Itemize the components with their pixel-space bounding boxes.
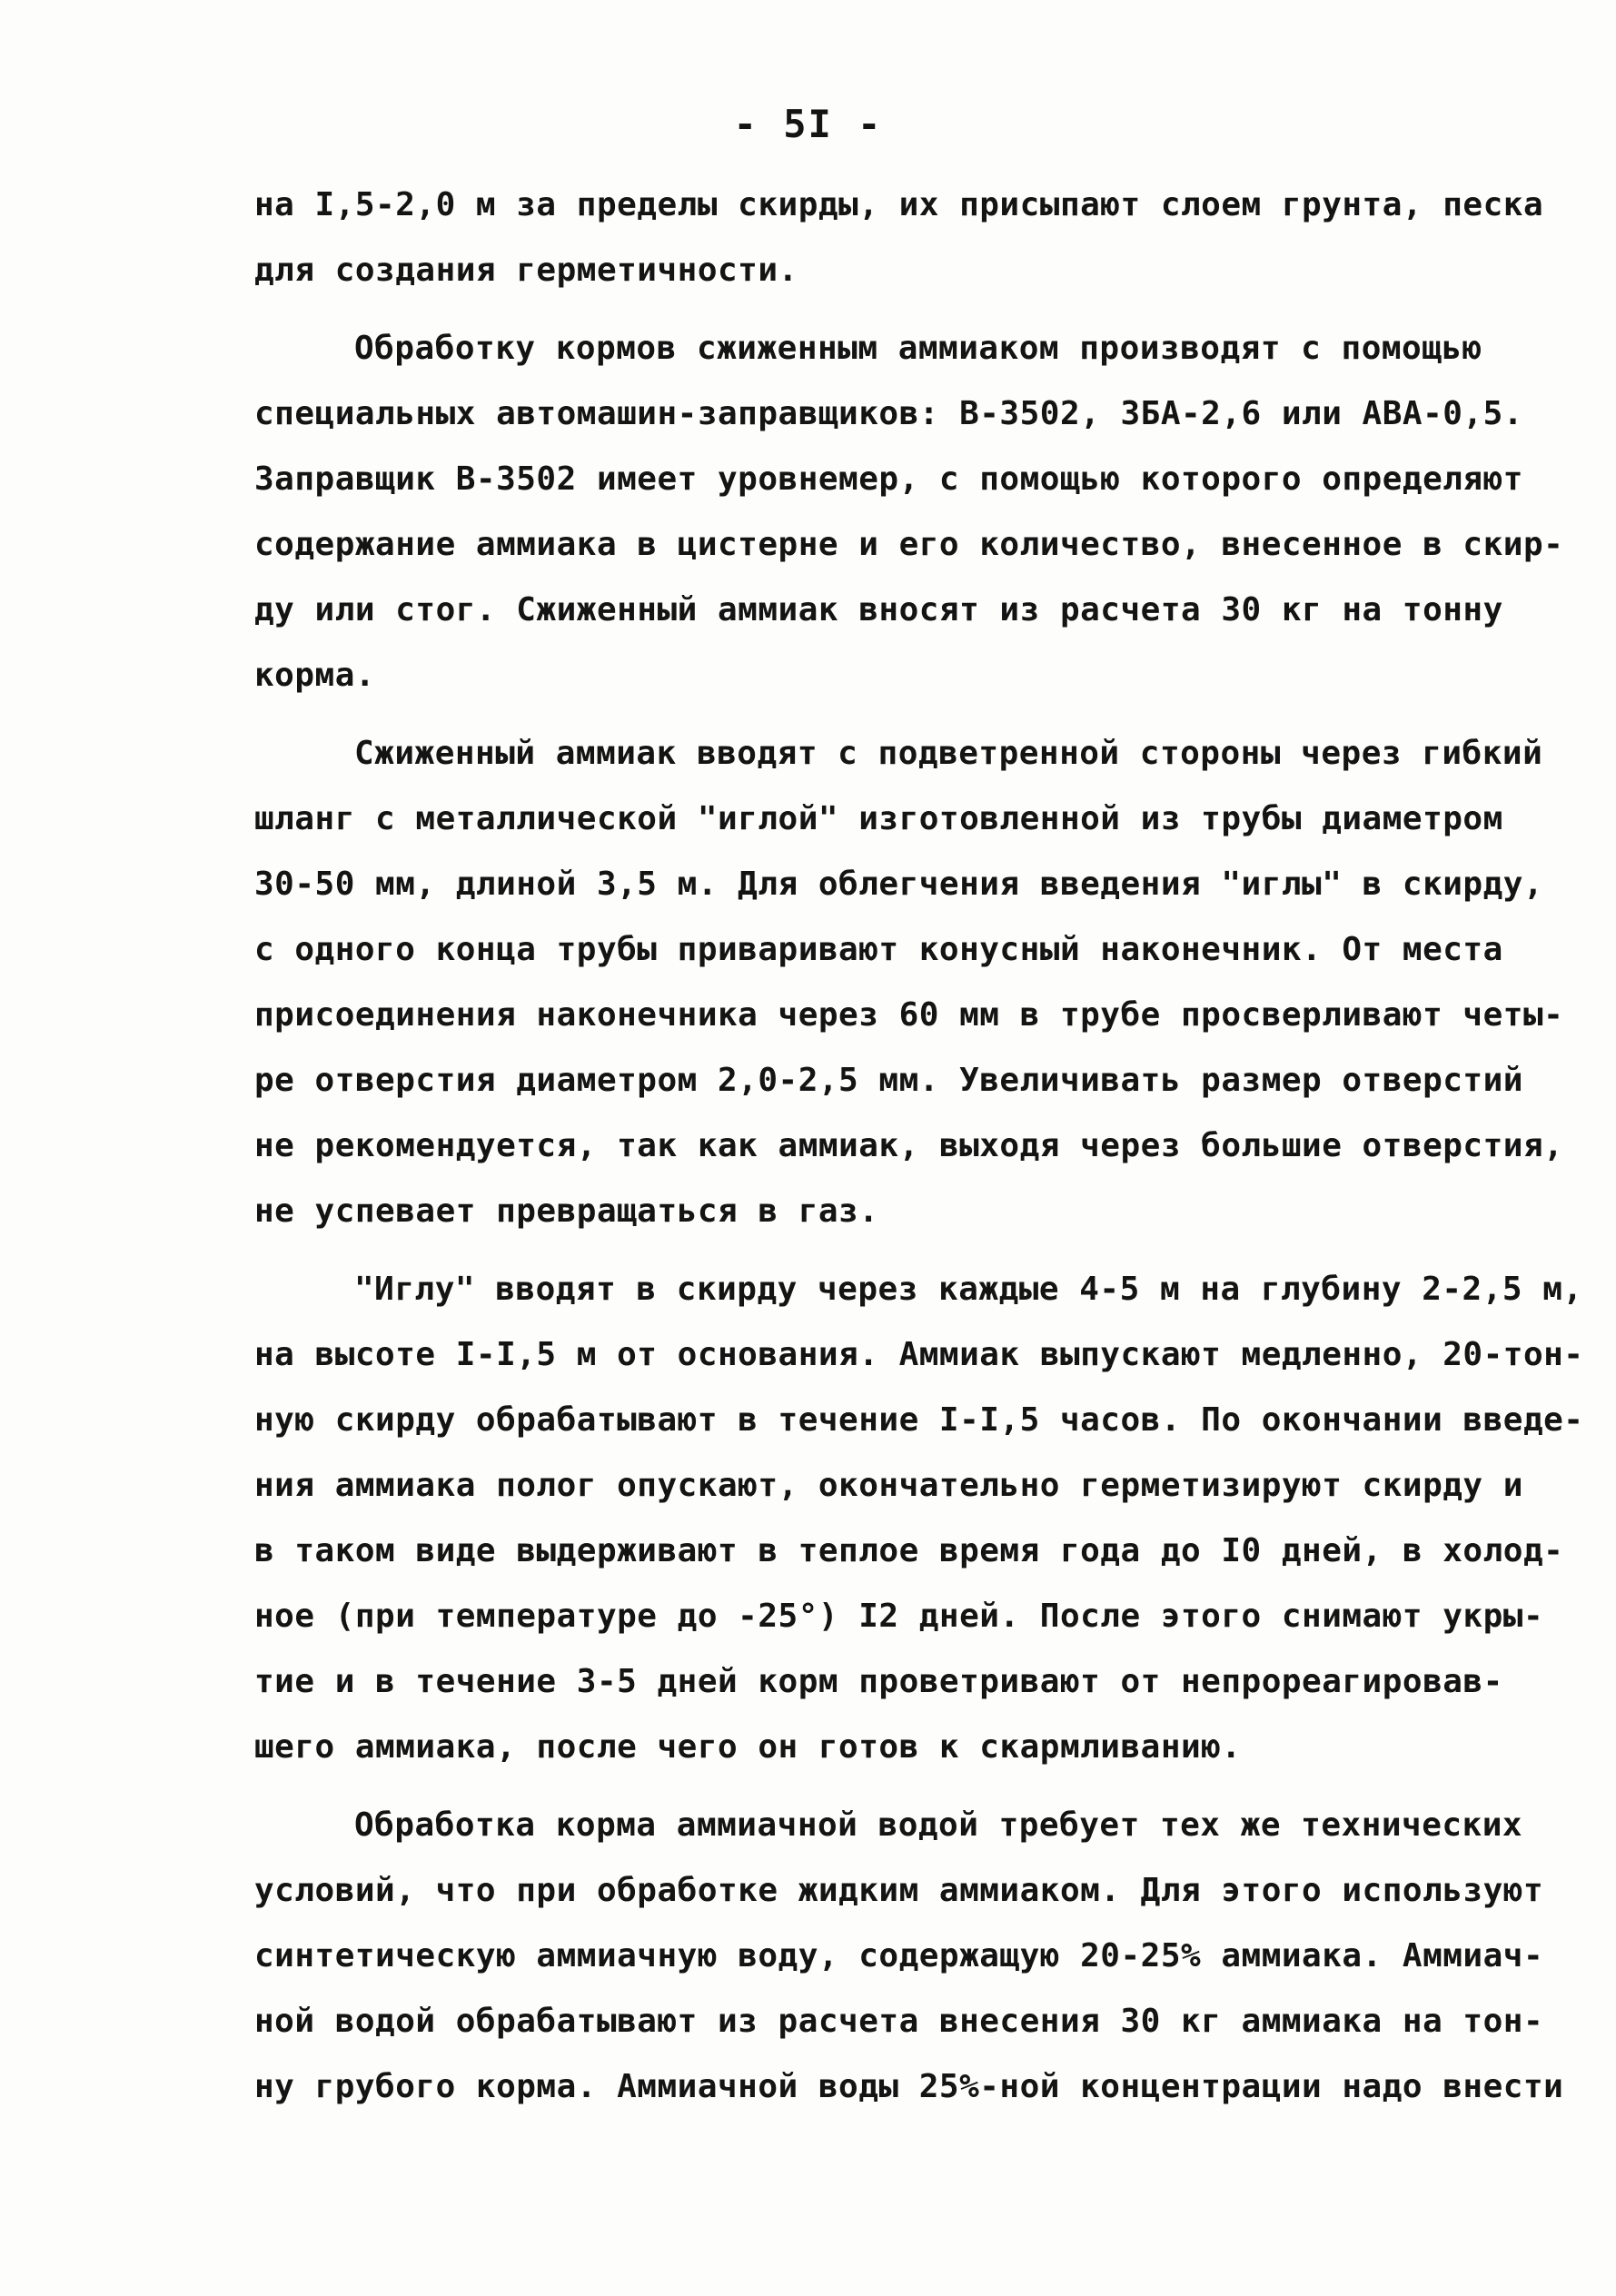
text-line: ной водой обрабатывают из расчета внесения 30 кг аммиака на тон- bbox=[254, 2003, 1544, 2040]
text-line: ную скирду обрабатывают в течение I-I,5 часов. По окончании введе- bbox=[254, 1401, 1584, 1439]
paragraph bbox=[254, 316, 1564, 708]
text-line: Обработку кормов сжиженным аммиаком производят с помощью bbox=[354, 330, 1482, 367]
text-line: синтетическую аммиачную воду, содержащую 20-25% аммиака. Аммиач- bbox=[254, 1937, 1544, 1974]
text-line: Заправщик В-3502 имеет уровнемер, с помощью которого определяют bbox=[254, 460, 1523, 498]
text-line: Обработка корма аммиачной водой требует тех же технических bbox=[354, 1806, 1523, 1844]
text-line: на I,5-2,0 м за пределы скирды, их присыпают слоем грунта, песка bbox=[254, 186, 1544, 223]
text-line: ное (при температуре до -25°) I2 дней. После этого снимают укры- bbox=[254, 1598, 1544, 1635]
text-line: Сжиженный аммиак вводят с подветренной стороны через гибкий bbox=[354, 735, 1543, 772]
text-line: шланг с металлической "иглой" изготовленной из трубы диаметром bbox=[254, 800, 1503, 837]
text-line: содержание аммиака в цистерне и его количество, внесенное в скир- bbox=[254, 526, 1564, 563]
text-line: тие и в течение 3-5 дней корм проветривают от непрореагировав- bbox=[254, 1663, 1503, 1700]
body-text bbox=[254, 173, 1584, 2120]
text-line: не рекомендуется, так как аммиак, выходя через большие отверстия, bbox=[254, 1127, 1564, 1164]
paragraph bbox=[254, 173, 1544, 303]
text-line: 30-50 мм, длиной 3,5 м. Для облегчения введения "иглы" в скирду, bbox=[254, 866, 1544, 903]
text-line: ния аммиака полог опускают, окончательно герметизируют скирду и bbox=[254, 1467, 1523, 1504]
paragraph bbox=[254, 1257, 1584, 1780]
text-line: условий, что при обработке жидким аммиаком. Для этого используют bbox=[254, 1872, 1544, 1909]
text-line: присоединения наконечника через 60 мм в трубе просверливают четы- bbox=[254, 996, 1564, 1034]
text-line: в таком виде выдерживают в теплое время года до I0 дней, в холод- bbox=[254, 1532, 1564, 1569]
text-line: корма. bbox=[254, 657, 376, 694]
text-line: шего аммиака, после чего он готов к скармливанию. bbox=[254, 1728, 1242, 1766]
text-line: ре отверстия диаметром 2,0-2,5 мм. Увеличивать размер отверстий bbox=[254, 1062, 1523, 1099]
text-line: специальных автомашин-заправщиков: В-3502, ЗБА-2,6 или АВА-0,5. bbox=[254, 395, 1523, 432]
text-line: с одного конца трубы приваривают конусный наконечник. От места bbox=[254, 931, 1503, 968]
paragraph bbox=[254, 1793, 1564, 2120]
text-line: ну грубого корма. Аммиачной воды 25%-ной концентрации надо внести bbox=[254, 2068, 1564, 2105]
page-number: - 5I - bbox=[733, 102, 883, 146]
text-line: на высоте I-I,5 м от основания. Аммиак выпускают медленно, 20-тон- bbox=[254, 1336, 1584, 1373]
text-line: для создания герметичности. bbox=[254, 252, 798, 289]
paragraph bbox=[254, 721, 1564, 1244]
text-line: не успевает превращаться в газ. bbox=[254, 1193, 879, 1230]
text-line: "Иглу" вводят в скирду через каждые 4-5 м на глубину 2-2,5 м, bbox=[354, 1271, 1583, 1308]
text-line: ду или стог. Сжиженный аммиак вносят из расчета 30 кг на тонну bbox=[254, 591, 1503, 628]
